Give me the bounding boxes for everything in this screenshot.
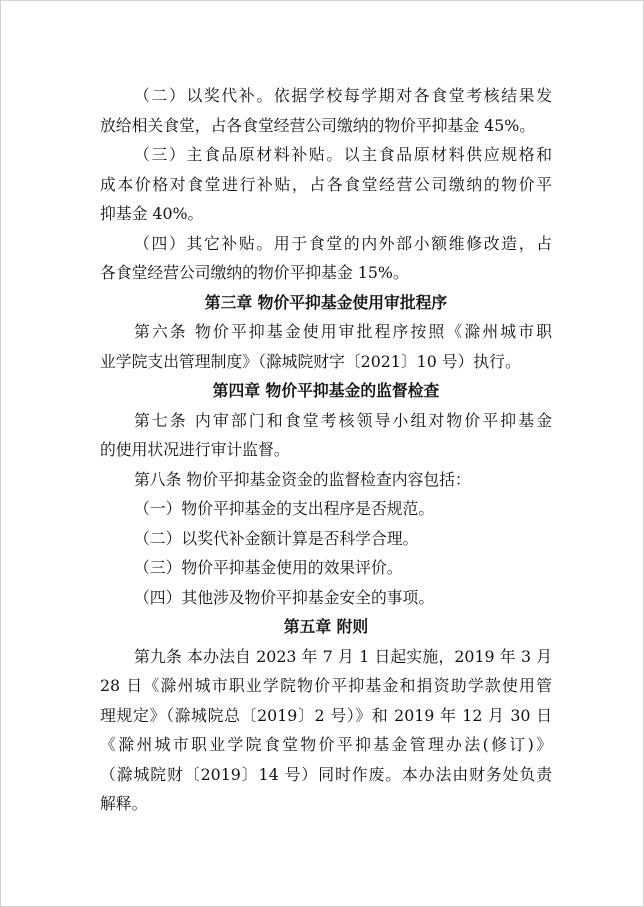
paragraph bbox=[100, 494, 552, 524]
text-line: 放给相关食堂，占各食堂经营公司缴纳的物价平抑基金 45%。 bbox=[100, 115, 536, 135]
text-line: 28 日《滁州城市职业学院物价平抑基金和捐资助学款使用管 bbox=[100, 676, 552, 695]
paragraph bbox=[100, 465, 552, 495]
text-line: 解释。 bbox=[100, 794, 148, 813]
text-line: 第九条 本办法自 2023 年 7 月 1 日起实施，2019 年 3 月 bbox=[134, 646, 552, 666]
chapter-heading: 第四章 物价平抑基金的监督检查 bbox=[212, 381, 440, 400]
text-line: （四）其他涉及物价平抑基金安全的事项。 bbox=[134, 587, 435, 607]
text-line: （二）以奖代补。依据学校每学期对各食堂考核结果发 bbox=[134, 86, 552, 105]
text-line: 成本价格对食堂进行补贴，占各食堂经营公司缴纳的物价平 bbox=[100, 174, 552, 194]
chapter-heading: 第三章 物价平抑基金使用审批程序 bbox=[204, 292, 448, 312]
paragraph bbox=[100, 229, 552, 288]
paragraph bbox=[100, 81, 552, 140]
document-body bbox=[100, 81, 552, 819]
chapter-heading: 第五章 附则 bbox=[283, 617, 369, 636]
paragraph bbox=[100, 553, 552, 583]
text-line: 《滁州城市职业学院食堂物价平抑基金管理办法(修订)》 bbox=[100, 735, 552, 754]
paragraph bbox=[100, 140, 552, 229]
text-line: 各食堂经营公司缴纳的物价平抑基金 15%。 bbox=[100, 263, 409, 282]
text-line: （三）物价平抑基金使用的效果评价。 bbox=[134, 558, 403, 577]
paragraph bbox=[100, 406, 552, 465]
text-line: （一）物价平抑基金的支出程序是否规范。 bbox=[134, 499, 435, 518]
text-line: （二）以奖代补金额计算是否科学合理。 bbox=[134, 528, 419, 548]
text-line: 的使用状况进行审计监督。 bbox=[100, 440, 290, 459]
text-line: 抑基金 40%。 bbox=[100, 204, 204, 223]
paragraph bbox=[100, 642, 552, 819]
text-line: （四）其它补贴。用于食堂的内外部小额维修改造，占 bbox=[134, 233, 552, 253]
text-line: （滁城院财〔2019〕14 号）同时作废。本办法由财务处负责 bbox=[100, 764, 552, 784]
text-line: 业学院支出管理制度》（滁城院财字〔2021〕10 号）执行。 bbox=[100, 351, 521, 371]
text-line: 第六条 物价平抑基金使用审批程序按照《滁州城市职 bbox=[134, 322, 552, 341]
text-line: （三）主食品原材料补贴。以主食品原材料供应规格和 bbox=[134, 145, 552, 164]
paragraph bbox=[100, 317, 552, 376]
paragraph bbox=[100, 524, 552, 554]
text-line: 理规定》（滁城院总〔2019〕2 号）》和 2019 年 12 月 30 日 bbox=[100, 705, 552, 725]
text-line: 第八条 物价平抑基金资金的监督检查内容包括： bbox=[134, 469, 471, 489]
paragraph bbox=[100, 583, 552, 613]
text-line: 第七条 内审部门和食堂考核领导小组对物价平抑基金 bbox=[134, 410, 552, 430]
